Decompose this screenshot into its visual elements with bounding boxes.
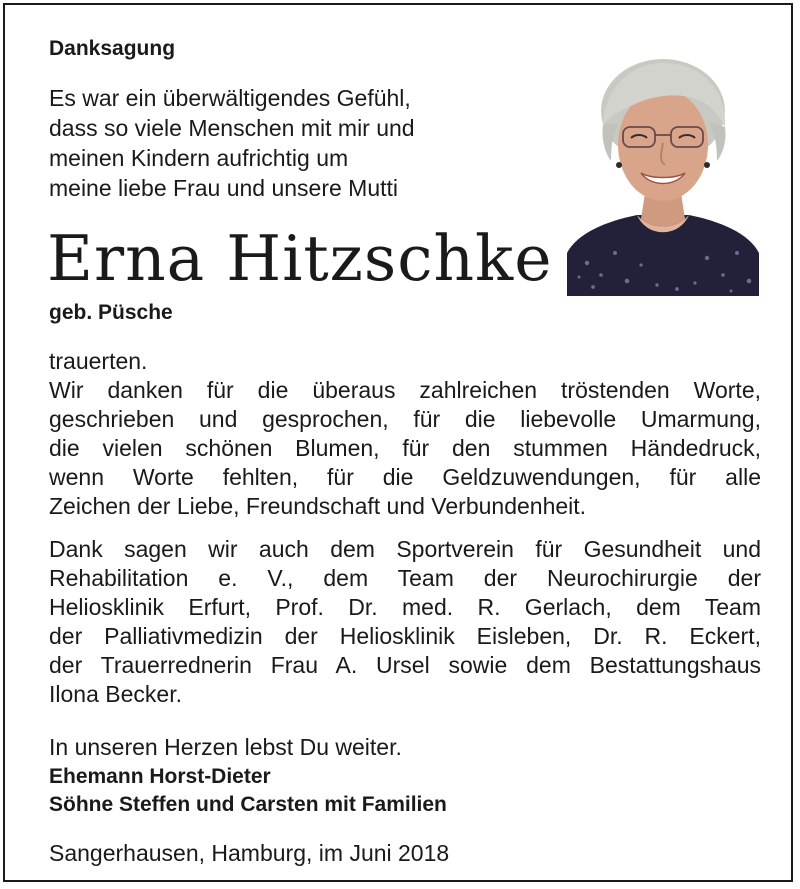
intro-line: meinen Kindern aufrichtig um (49, 145, 349, 171)
deceased-name: Erna Hitzschke (47, 222, 553, 295)
notice-heading: Danksagung (49, 37, 176, 60)
maiden-name: geb. Püsche (49, 301, 173, 324)
paragraph-line: trauerten. (49, 348, 148, 374)
thanks-paragraph-1 (49, 347, 761, 521)
paragraph-line: geschrieben und gesprochen, für die liebevolle Umarmung, (49, 406, 761, 432)
paragraph-line: Dank sagen wir auch dem Sportverein für Gesundheit und (49, 536, 761, 562)
intro-line: Es war ein überwältigendes Gefühl, (49, 85, 411, 111)
intro-text (49, 83, 569, 203)
thanks-paragraph-2 (49, 535, 761, 709)
closing-line: In unseren Herzen lebst Du weiter. (49, 734, 402, 760)
paragraph-line: der Palliativmedizin der Heliosklinik Eisleben, Dr. R. Eckert, (49, 623, 761, 649)
portrait-photo (567, 53, 759, 296)
place-date: Sangerhausen, Hamburg, im Juni 2018 (49, 840, 450, 866)
paragraph-line: Zeichen der Liebe, Freundschaft und Verbundenheit. (49, 493, 587, 519)
notice-frame (3, 3, 793, 882)
intro-line: meine liebe Frau und unsere Mutti (49, 175, 399, 201)
paragraph-line: Wir danken für die überaus zahlreichen tröstenden Worte, (49, 377, 761, 403)
paragraph-line: der Trauerrednerin Frau A. Ursel sowie dem Bestattungshaus (49, 652, 761, 678)
paragraph-line: wenn Worte fehlten, für die Geldzuwendungen, für alle (49, 464, 761, 490)
portrait-photo-icon (567, 53, 759, 296)
paragraph-line: Heliosklinik Erfurt, Prof. Dr. med. R. Gerlach, dem Team (49, 594, 761, 620)
paragraph-line: Ilona Becker. (49, 681, 182, 707)
signature-husband: Ehemann Horst-Dieter (49, 765, 271, 788)
paragraph-line: Rehabilitation e. V., dem Team der Neurochirurgie der (49, 565, 761, 591)
intro-line: dass so viele Menschen mit mir und (49, 115, 415, 141)
signature-sons: Söhne Steffen und Carsten mit Familien (49, 793, 447, 816)
paragraph-line: die vielen schönen Blumen, für den stummen Händedruck, (49, 435, 761, 461)
